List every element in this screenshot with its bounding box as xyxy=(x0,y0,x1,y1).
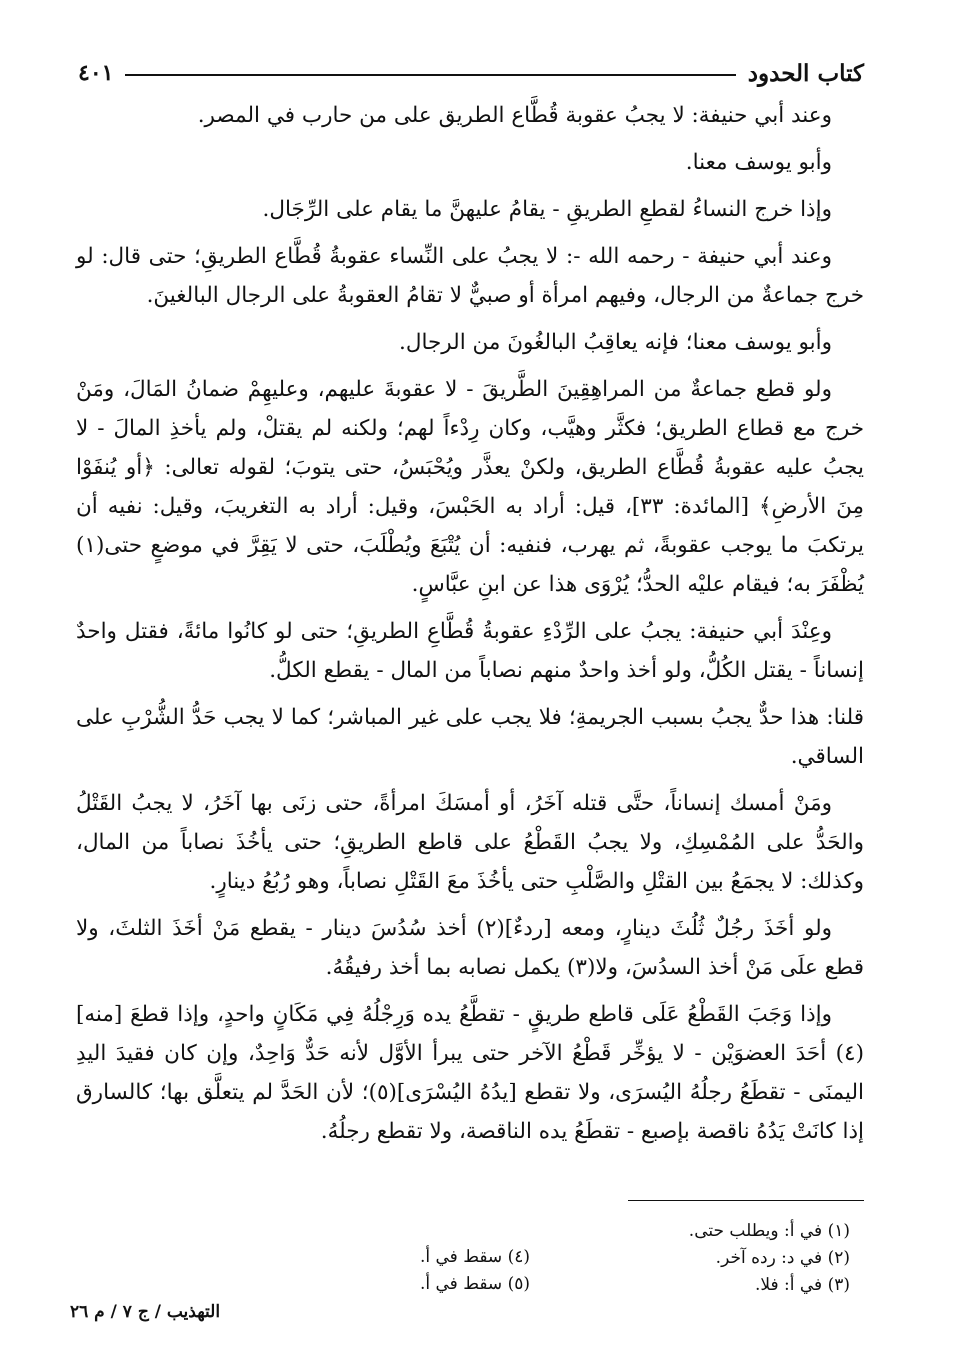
footnote-column-left xyxy=(200,1244,530,1298)
chapter-title: كتاب الحدود xyxy=(747,59,864,87)
footnotes xyxy=(200,1218,850,1314)
running-header xyxy=(78,56,864,90)
paragraph: وإذا خرج النساءُ لقطعِ الطريقِ - يقامُ عليهنَّ ما يقام على الرِّجَال. xyxy=(262,197,832,222)
footnote: (٥) سقط في أ. xyxy=(419,1274,530,1294)
footnote-separator xyxy=(628,1200,864,1201)
footnote: (١) في أ: ويطلب حتى. xyxy=(688,1221,850,1241)
paragraph: وإذا وَجَبَ القَطْعُ عَلَى قاطع طريقٍ - تقطَّعُ يده وَرِجْلُهُ فِي مَكَانٍ واحدٍ، وإذا قطعَ [منه](٤) أحَدَ العضوَيْن - لا يؤخِّر قَطْعُ الآخر حتى يبرأ الأوَّل لأنه حَدٌّ وَاحِدٌ، وإن كان فقيدَ اليدِ اليمنَى - تقطَعُ رجلُهُ اليُسرَى، ولا تقطع [يدُهُ اليُسْرَى](٥)؛ لأن الحَدَّ لم يتعلَّق بها؛ كالسارق إذا كانَتْ يَدُهُ ناقصة بإصبع - تقطَعُ يده الناقصة، ولا تقطع رجلُهُ. xyxy=(76,1002,864,1144)
paragraph: ولو أخَذَ رجُلٌ ثُلُثَ دينارٍ، ومعه [ردءٌ](٢) أخذ سُدُسَ دينار - يقطع مَنْ أخَذَ الثلثَ، ولا قطع علَى مَنْ أخذ السدُسَ، ولا(٣) يكمل نصابه بما أخذ رفيقُهُ. xyxy=(76,916,864,980)
paragraph: وأبو يوسف معنا؛ فإنه يعاقِبُ البالغُونَ من الرجال. xyxy=(399,330,832,355)
paragraph: وأبو يوسف معنا. xyxy=(685,150,832,175)
paragraph: ومَنْ أمسك إنساناً، حتَّى قتله آخَرُ، أو أمسَكَ امرأةً، حتى زنَى بها آخَرُ، لا يجبُ القَتْلُ والحَدُّ على المُمْسِكِ، ولا يجبُ القَطْعُ على قاطع الطريقِ؛ حتى يأخُذَ نصاباً من المال، وكذلك: لا يجمَعُ بين القتْلِ والصَّلْبِ حتى يأخُذَ معَ القَتْلِ نصاباً، وهو رُبُعُ دينارٍ. xyxy=(76,791,864,894)
paragraph: وعند أبي حنيفة: لا يجبُ عقوبة قُطَّاع الطريق على من حارب في المصر. xyxy=(197,103,832,128)
header-rule xyxy=(125,74,735,76)
paragraph: وعند أبي حنيفة - رحمه الله -: لا يجبُ على النِّساء عقوبةُ قُطَّاع الطريقِ؛ حتى قال: لو خرج جماعةٌ من الرجال، وفيهم امرأة أو صبيٌّ لا تقامُ العقوبةُ على الرجال البالغينَ. xyxy=(76,244,864,308)
main-text xyxy=(76,96,864,1159)
paragraph: ولو قطع جماعةٌ من المراهِقِينَ الطَّريقَ - لا عقوبةَ عليهم، وعليهِمْ ضمانُ المَالَ، ومَنْ خرج مع قطاع الطريق؛ فكثَّر وهيَّب، وكان رِدْءاً لهم؛ ولكنه لم يقتلْ، ولم يأخذِ المالَ - لا يجبُ عليه عقوبةُ قُطَّاع الطريق، ولكنْ يعذَّر ويُحْبَسُ، حتى يتوبَ؛ لقوله تعالى: ﴿أو يُنفَوْا مِنَ الأرضِ﴾ [المائدة: ٣٣]، قيل: أراد به الحَبْسَ، وقيل: أراد به التغريبَ، وقيل: نفيه أن يرتكبَ ما يوجب عقوبةً، ثم يهرب، فنفيه: أن يُتْبَعَ ويُطْلَبَ، حتى لا يَقِرَّ في موضعٍ حتى(١) يُظْفَرَ به؛ فيقام عليْه الحدُّ؛ يُرْوَى هذا عن ابنِ عبَّاسٍ. xyxy=(76,377,864,597)
paragraph: قلنا: هذا حدٌّ يجبُ بسبب الجريمةِ؛ فلا يجب على غير المباشر؛ كما لا يجب حَدُّ الشُّرْبِ على الساقي. xyxy=(76,705,864,769)
paragraph: وعِنْدَ أبي حنيفة: يجبُ على الرِّدْءِ عقوبةُ قُطَّاعِ الطريقِ؛ حتى لو كانُوا مائةً، فقتل واحدٌ إنساناً - يقتل الكُلُّ، ولو أخذ واحدٌ منهم نصاباً من المال - يقطع الكلُّ. xyxy=(76,619,864,683)
footnote: (٣) في أ: فلا. xyxy=(754,1275,850,1295)
page-number: ٤٠١ xyxy=(78,60,114,86)
footnote-column-right xyxy=(520,1218,850,1299)
footnote: (٢) في د: رده آخر. xyxy=(715,1248,850,1268)
printer-signature: التهذيب / ج ٧ / م ٢٦ xyxy=(70,1302,221,1322)
footnote: (٤) سقط في أ. xyxy=(419,1247,530,1267)
